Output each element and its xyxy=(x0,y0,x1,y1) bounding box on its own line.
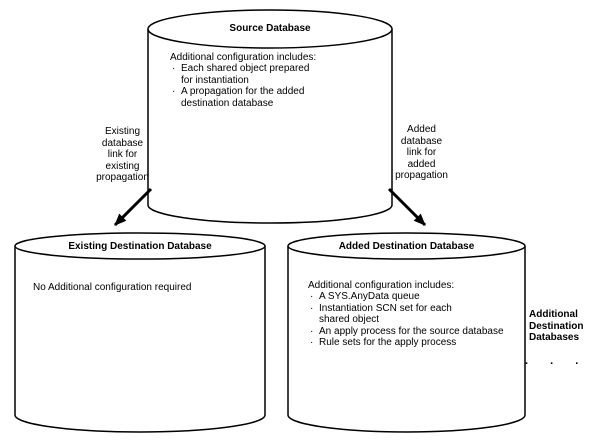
bullet-icon: · xyxy=(310,337,314,349)
existing-database-title: Existing Destination Database xyxy=(68,241,212,252)
added-link-label xyxy=(384,124,459,182)
bullet-icon: · xyxy=(310,302,314,314)
label-line: link for xyxy=(406,147,437,158)
source-bullet-lines xyxy=(181,63,309,86)
additional-databases-label xyxy=(529,309,595,344)
bullet-icon: · xyxy=(310,325,314,337)
label-line: Databases xyxy=(529,332,580,343)
bullet-icon: · xyxy=(310,291,314,303)
bullet-icon: · xyxy=(172,63,176,75)
source-database-title: Source Database xyxy=(229,23,311,34)
label-line: added xyxy=(407,158,436,170)
label-line: propagation xyxy=(96,172,149,183)
source-bullet-item xyxy=(170,63,382,86)
added-bullet-item xyxy=(308,326,523,337)
added-bullet-lines xyxy=(319,291,420,302)
label-line: propagation xyxy=(395,170,448,181)
bullet-line: Instantiation SCN set for each xyxy=(319,302,452,314)
bullet-line: destination database xyxy=(181,97,274,109)
label-line: link for xyxy=(107,149,138,160)
bullet-line: A SYS.AnyData queue xyxy=(319,291,420,303)
label-line: Destination xyxy=(529,320,584,332)
added-bullet-item xyxy=(308,337,523,348)
source-bullet-item xyxy=(170,86,382,109)
label-line: Added xyxy=(407,124,436,135)
source-database-cylinder xyxy=(148,10,392,223)
added-bullet-item xyxy=(308,291,523,302)
added-config-text xyxy=(308,280,523,348)
label-line: database xyxy=(101,137,144,149)
bullet-line: A propagation for the added xyxy=(181,86,305,98)
bullet-icon: · xyxy=(172,86,176,98)
added-bullet-lines xyxy=(319,326,504,337)
bullet-line: An apply process for the source database xyxy=(319,325,504,337)
added-link-arrow xyxy=(389,189,425,225)
bullet-line: shared object xyxy=(319,314,380,326)
source-bullet-lines xyxy=(181,86,304,109)
existing-database-body: No Additional configuration required xyxy=(33,282,192,293)
added-bullet-item xyxy=(308,303,523,326)
added-bullet-lines xyxy=(319,303,452,326)
added-bullet-lines xyxy=(319,337,456,348)
label-line: existing xyxy=(105,160,140,172)
source-config-header: Additional configuration includes: xyxy=(170,52,317,63)
existing-link-arrow xyxy=(115,189,151,225)
added-config-header: Additional configuration includes: xyxy=(308,280,455,291)
bullet-line: Each shared object prepared xyxy=(181,63,310,75)
existing-destination-cylinder xyxy=(15,233,265,432)
source-config-text xyxy=(170,52,382,109)
bullet-line: for instantiation xyxy=(181,74,249,86)
existing-link-label xyxy=(85,126,160,184)
label-line: database xyxy=(400,135,443,147)
label-line: Additional xyxy=(529,309,578,320)
ellipsis-dots: . . . xyxy=(525,355,580,367)
label-line: Existing xyxy=(104,126,140,137)
bullet-line: Rule sets for the apply process xyxy=(319,337,457,349)
added-database-title: Added Destination Database xyxy=(338,241,475,252)
